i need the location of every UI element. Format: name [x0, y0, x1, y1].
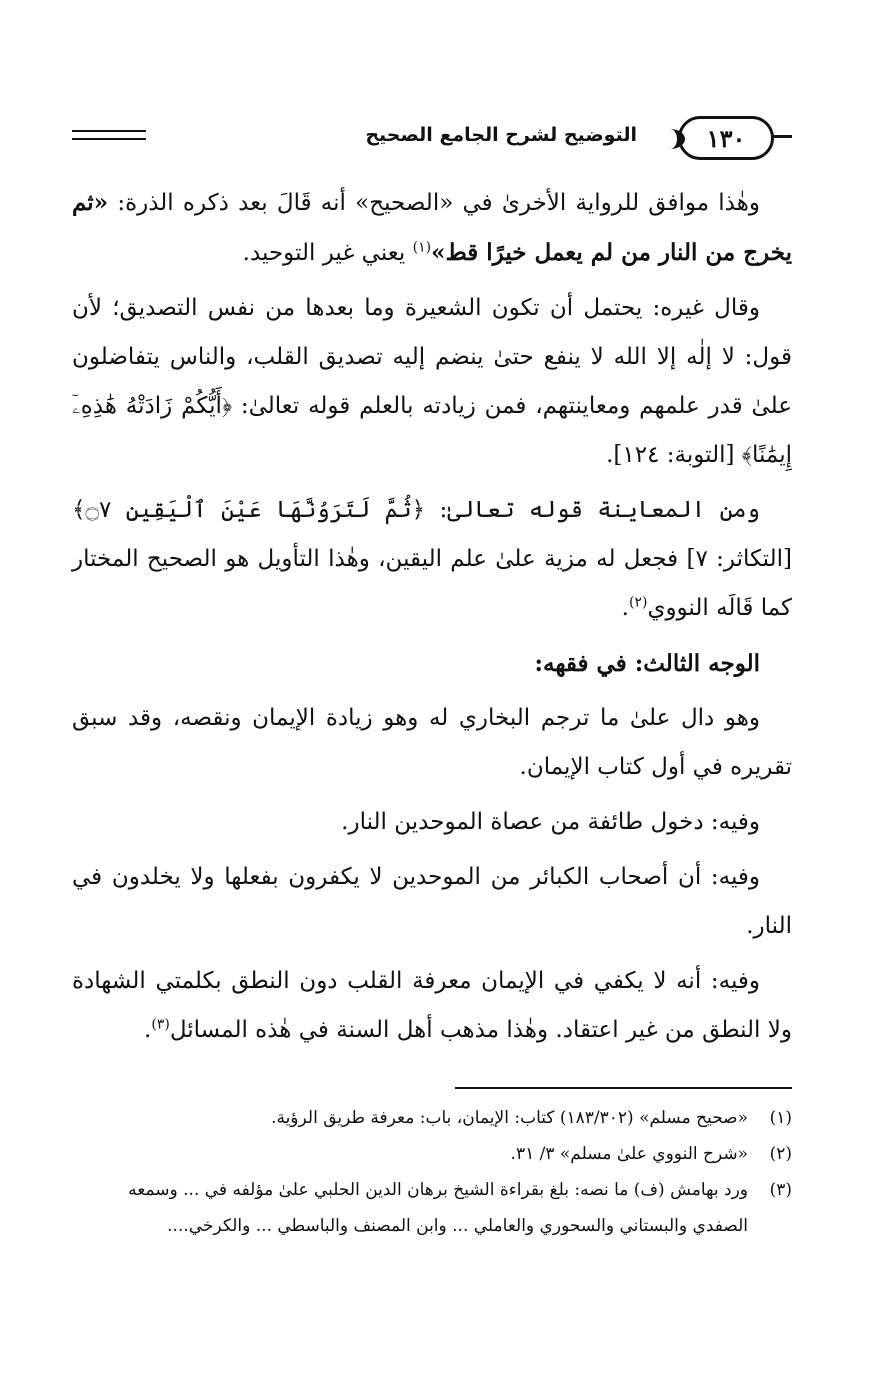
footnote-ref[interactable]: (٢) [628, 594, 648, 611]
footnote [72, 1172, 792, 1244]
section-heading: الوجه الثالث: في فقهه: [534, 650, 760, 677]
page-number: ١٣٠ [678, 116, 774, 160]
bold-quote: «ثم يخرج من النار من لم يعمل خيرًا قط» [72, 189, 792, 266]
paragraph: وهو دال علىٰ ما ترجم البخاري له وهو زيادة الإيمان ونقصه، وقد سبق تقريره في أول كتاب الإيمان. [72, 705, 792, 780]
footnote-separator [455, 1087, 792, 1089]
paragraph: وفيه: أنه لا يكفي في الإيمان معرفة القلب دون النطق بكلمتي الشهادة ولا النطق من غير اعتقاد. وهٰذا مذهب أهل السنة في هٰذه المسائل$^{(٣)}$. [72, 968, 792, 1043]
paragraph: وقال غيره: يحتمل أن تكون الشعيرة وما بعدها من نفس التصديق؛ لأن قول: لا إلٰه إلا الله لا ينفع حتىٰ ينضم إليه تصديق القلب، والناس يتفاضلون علىٰ قدر علمهم ومعاينتهم، فمن زيادته بالعلم قوله تعالىٰ: ﴿أَيُّكُمْ زَادَتْهُ هَٰذِهِۦٓ إِيمَٰنًا﴾ [التوبة: ١٢٤]. [72, 295, 792, 468]
footnote-text: «صحيح مسلم» (١٨٣/٣٠٢) كتاب: الإيمان، باب: معرفة طريق الرؤية. [271, 1108, 748, 1128]
paragraph: وهٰذا موافق للرواية الأخرىٰ في «الصحيح» أنه قَالَ بعد ذكره الذرة: «ثم يخرج من النار من لم يعمل خيرًا قط»$^{(١)}$ يعني غير التوحيد. [72, 189, 792, 266]
footnote-ref[interactable]: (١) [412, 239, 432, 256]
footnote-number: (٣) [769, 1180, 792, 1200]
footnote-text: «شرح النووي علىٰ مسلم» ٣/ ٣١. [510, 1144, 748, 1164]
header-rule-left [72, 130, 146, 140]
footnote-ref[interactable]: (٣) [151, 1016, 170, 1033]
running-title: التوضيح لشرح الجامع الصحيح [365, 124, 637, 146]
footnote [72, 1136, 792, 1172]
footnote-number: (١) [769, 1108, 792, 1128]
main-text [72, 178, 792, 1061]
footnote-text: ورد بهامش (ف) ما نصه: بلغ بقراءة الشيخ برهان الدين الحلبي علىٰ مؤلفه في ... وسمعه الصفدي والبستاني والسحوري والعاملي ... وابن المصنف والباسطي ... والكرخي.... [128, 1180, 748, 1236]
paragraph: ومن المعاينة قوله تعالىٰ: ﴿ثُمَّ لَتَرَوُنَّهَا عَيْنَ ٱلْيَقِينِ ۝٧﴾ [التكاثر: ٧] فجعل له مزية علىٰ علم اليقين، وهٰذا التأويل هو الصحيح المختار كما قَالَه النووي$^{(٢)}$. [72, 497, 792, 621]
footnote [72, 1100, 792, 1136]
footnotes [72, 1100, 792, 1244]
paragraph: وفيه: أن أصحاب الكبائر من الموحدين لا يكفرون بفعلها ولا يخلدون في النار. [72, 864, 792, 939]
footnote-number: (٢) [769, 1144, 792, 1164]
paragraph: وفيه: دخول طائفة من عصاة الموحدين النار. [341, 809, 760, 835]
page-header [72, 112, 792, 168]
